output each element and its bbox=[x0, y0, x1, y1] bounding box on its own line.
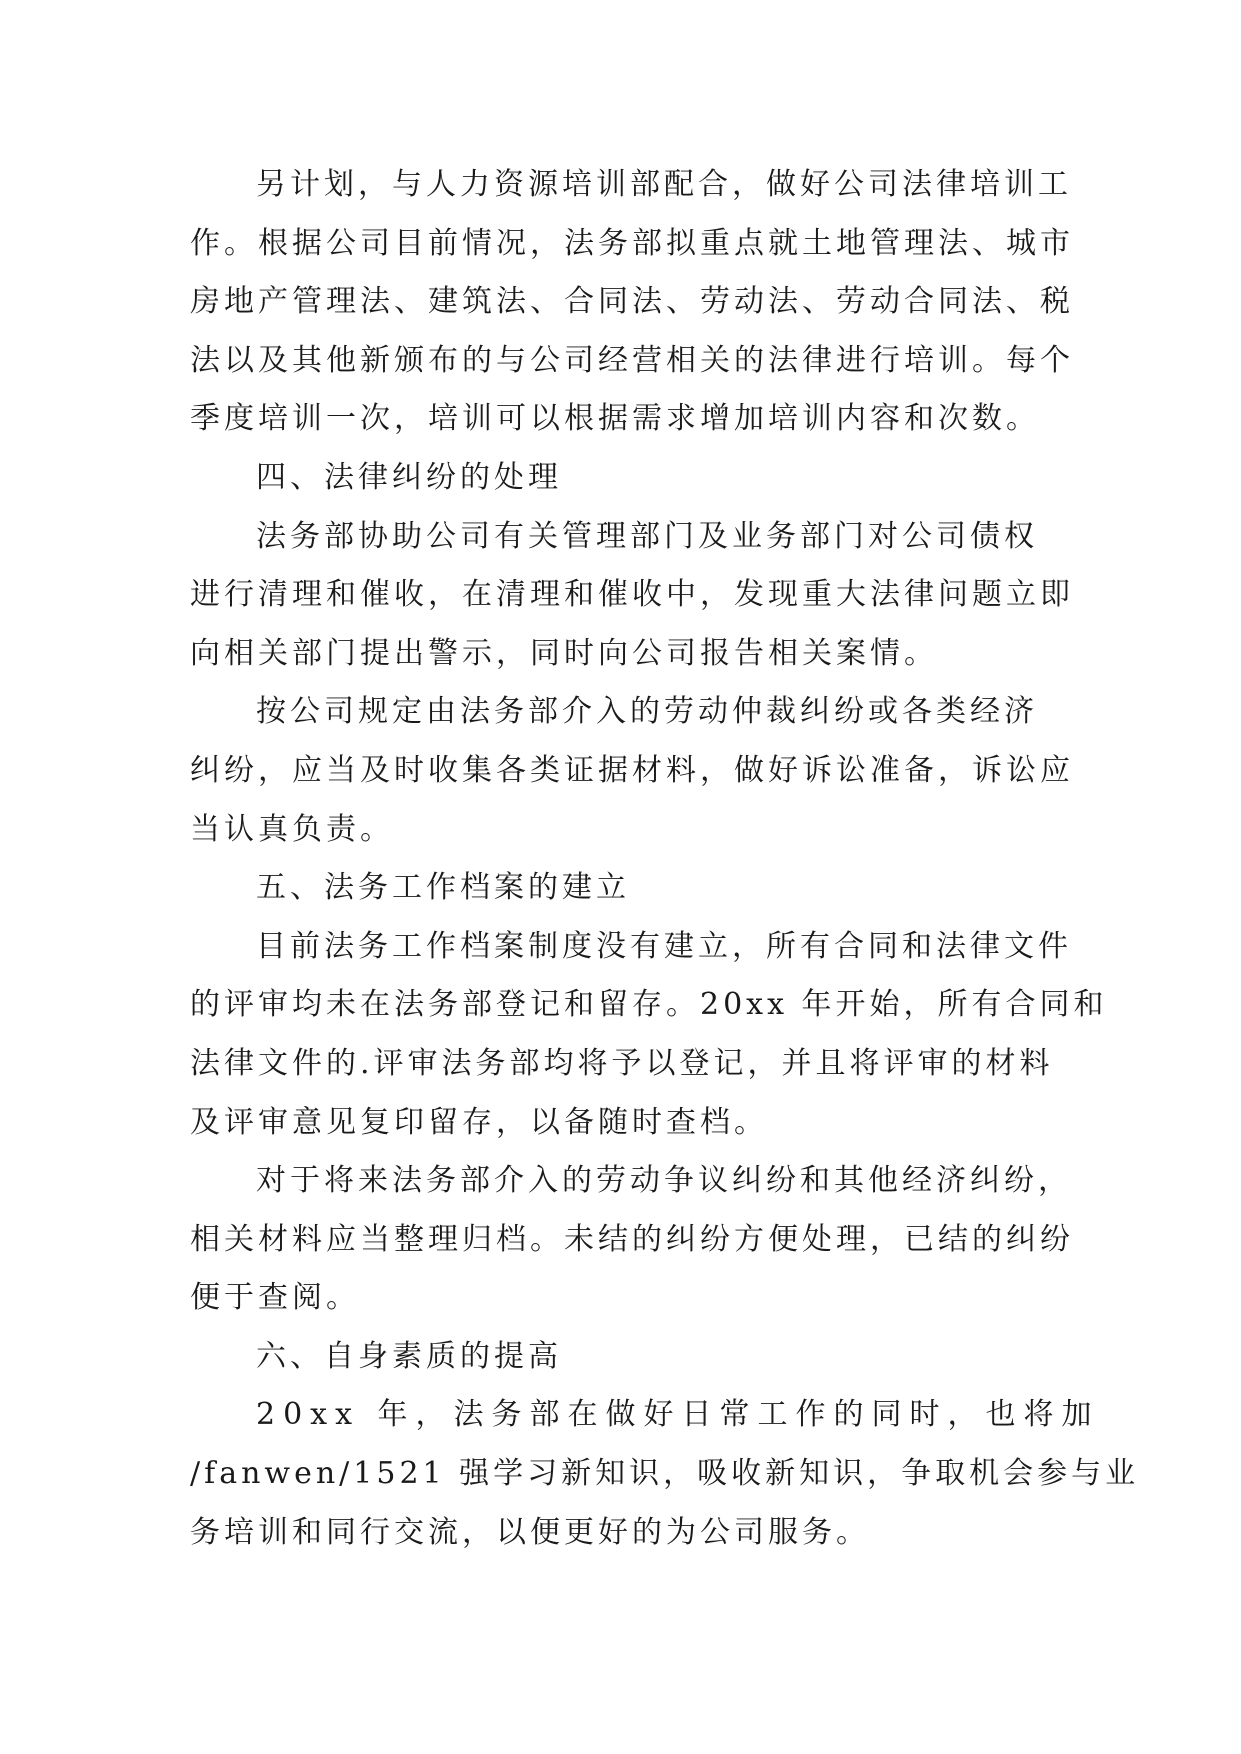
paragraph-line: 法律文件的.评审法务部均将予以登记，并且将评审的材料 bbox=[190, 1045, 1054, 1081]
paragraph-line: 20xx 年，法务部在做好日常工作的同时，也将加 bbox=[256, 1397, 1100, 1433]
section-heading-5: 五、法务工作档案的建立 bbox=[256, 870, 630, 906]
paragraph-line: 的评审均未在法务部登记和留存。20xx 年开始，所有合同和 bbox=[190, 987, 1108, 1023]
section-heading-4: 四、法律纠纷的处理 bbox=[256, 459, 562, 495]
paragraph-line: /fanwen/1521 强学习新知识，吸收新知识，争取机会参与业 bbox=[190, 1456, 1140, 1492]
paragraph-line: 对于将来法务部介入的劳动争议纠纷和其他经济纠纷， bbox=[256, 1163, 1072, 1199]
paragraph-line: 法以及其他新颁布的与公司经营相关的法律进行培训。每个 bbox=[190, 342, 1074, 378]
paragraph-line: 房地产管理法、建筑法、合同法、劳动法、劳动合同法、税 bbox=[190, 284, 1074, 320]
section-heading-6: 六、自身素质的提高 bbox=[256, 1338, 562, 1374]
paragraph-line: 作。根据公司目前情况，法务部拟重点就土地管理法、城市 bbox=[190, 225, 1074, 261]
document-body bbox=[190, 156, 1140, 1562]
paragraph-line: 目前法务工作档案制度没有建立，所有合同和法律文件 bbox=[256, 928, 1072, 964]
paragraph-line: 进行清理和催收，在清理和催收中，发现重大法律问题立即 bbox=[190, 577, 1074, 613]
paragraph-line: 当认真负责。 bbox=[190, 811, 394, 847]
paragraph-line: 便于查阅。 bbox=[190, 1280, 360, 1316]
paragraph-line: 纠纷，应当及时收集各类证据材料，做好诉讼准备，诉讼应 bbox=[190, 752, 1074, 788]
paragraph-line: 及评审意见复印留存，以备随时查档。 bbox=[190, 1104, 768, 1140]
paragraph-line: 季度培训一次，培训可以根据需求增加培训内容和次数。 bbox=[190, 401, 1040, 437]
paragraph-line: 按公司规定由法务部介入的劳动仲裁纠纷或各类经济 bbox=[256, 694, 1038, 730]
paragraph-line: 法务部协助公司有关管理部门及业务部门对公司债权 bbox=[256, 518, 1038, 554]
paragraph-line: 务培训和同行交流，以便更好的为公司服务。 bbox=[190, 1514, 870, 1550]
paragraph-line: 相关材料应当整理归档。未结的纠纷方便处理，已结的纠纷 bbox=[190, 1221, 1074, 1257]
paragraph-line: 另计划，与人力资源培训部配合，做好公司法律培训工 bbox=[256, 167, 1072, 202]
paragraph-line: 向相关部门提出警示，同时向公司报告相关案情。 bbox=[190, 635, 938, 671]
